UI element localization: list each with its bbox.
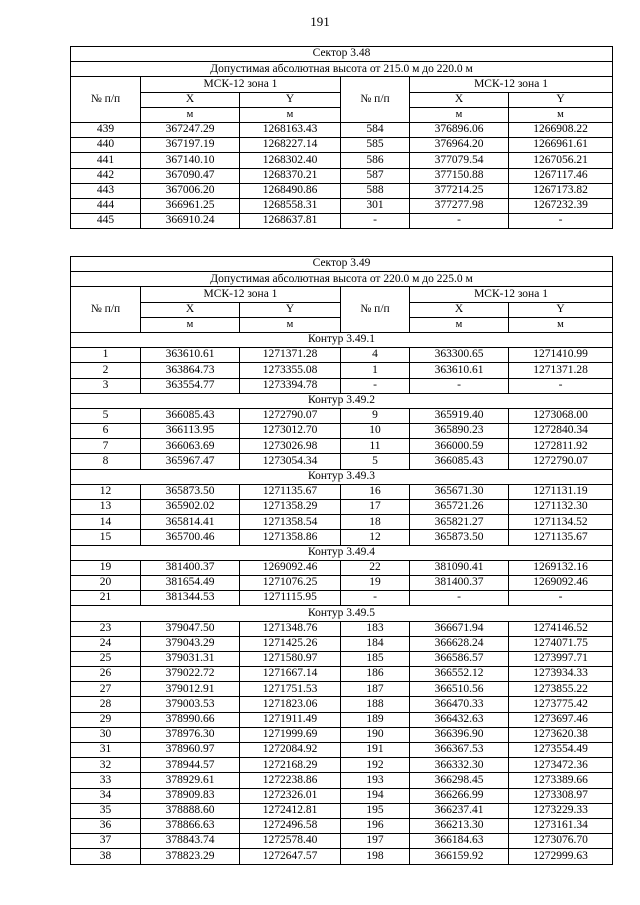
coord-x: 365671.30 <box>410 484 509 499</box>
unit-label: м <box>509 317 613 332</box>
coord-y: - <box>509 214 613 229</box>
point-number: 14 <box>71 515 141 530</box>
point-number: 196 <box>341 818 410 833</box>
coord-x: 367090.47 <box>141 168 240 183</box>
col-header-zone: МСК-12 зона 1 <box>141 77 341 92</box>
point-number: 440 <box>71 138 141 153</box>
coord-y: 1271425.26 <box>240 636 341 651</box>
coord-x: 366510.56 <box>410 682 509 697</box>
point-number: 32 <box>71 758 141 773</box>
point-number: 5 <box>341 454 410 469</box>
unit-label: м <box>410 317 509 332</box>
coord-y: 1273389.66 <box>509 773 613 788</box>
table-row <box>71 122 613 137</box>
table-row <box>71 348 613 363</box>
coord-x: 366961.25 <box>141 198 240 213</box>
sector-table <box>70 46 613 229</box>
coord-y: 1271371.28 <box>509 363 613 378</box>
coord-y: 1272238.86 <box>240 773 341 788</box>
coord-y: - <box>509 591 613 606</box>
point-number: 17 <box>341 500 410 515</box>
point-number: 9 <box>341 408 410 423</box>
coord-x: 379022.72 <box>141 667 240 682</box>
coord-y: 1271823.06 <box>240 697 341 712</box>
col-header-x: X <box>410 302 509 317</box>
table-row <box>71 515 613 530</box>
coord-y: 1271132.30 <box>509 500 613 515</box>
col-header-y: Y <box>240 302 341 317</box>
coord-x: 379043.29 <box>141 636 240 651</box>
point-number: 22 <box>341 560 410 575</box>
coord-x: 378888.60 <box>141 803 240 818</box>
coord-y: 1271135.67 <box>509 530 613 545</box>
point-number: 585 <box>341 138 410 153</box>
coord-y: 1271115.95 <box>240 591 341 606</box>
coord-y: 1268637.81 <box>240 214 341 229</box>
coord-y: 1273554.49 <box>509 743 613 758</box>
coord-y: 1273934.33 <box>509 667 613 682</box>
contour-label: Контур 3.49.5 <box>71 606 613 621</box>
point-number: 38 <box>71 849 141 864</box>
unit-label: м <box>141 107 240 122</box>
coord-y: 1272326.01 <box>240 788 341 803</box>
coord-x: 363300.65 <box>410 348 509 363</box>
col-header-x: X <box>141 92 240 107</box>
coord-y: 1271135.67 <box>240 484 341 499</box>
coord-x: 377150.88 <box>410 168 509 183</box>
coord-x: 365721.26 <box>410 500 509 515</box>
point-number: 183 <box>341 621 410 636</box>
coord-y: 1272578.40 <box>240 834 341 849</box>
coord-x: 378929.61 <box>141 773 240 788</box>
table-row <box>71 454 613 469</box>
coord-y: 1272840.34 <box>509 424 613 439</box>
point-number: 195 <box>341 803 410 818</box>
coord-x: 366432.63 <box>410 712 509 727</box>
coord-y: 1273855.22 <box>509 682 613 697</box>
coord-y: 1273054.34 <box>240 454 341 469</box>
point-number: 23 <box>71 621 141 636</box>
coord-y: 1272168.29 <box>240 758 341 773</box>
point-number: 30 <box>71 727 141 742</box>
point-number: 5 <box>71 408 141 423</box>
point-number: 1 <box>341 363 410 378</box>
table-row <box>71 591 613 606</box>
col-header-y: Y <box>509 92 613 107</box>
table-row <box>71 651 613 666</box>
height-range: Допустимая абсолютная высота от 215.0 м до 220.0 м <box>71 62 613 77</box>
coord-y: - <box>509 378 613 393</box>
coord-y: 1272999.63 <box>509 849 613 864</box>
point-number: 441 <box>71 153 141 168</box>
coord-y: 1273068.00 <box>509 408 613 423</box>
table-row <box>71 214 613 229</box>
table-row <box>71 697 613 712</box>
coord-y: 1267173.82 <box>509 183 613 198</box>
coord-x: 366671.94 <box>410 621 509 636</box>
table-row <box>71 439 613 454</box>
coord-y: 1271348.76 <box>240 621 341 636</box>
coord-y: 1272790.07 <box>509 454 613 469</box>
col-header-np: № п/п <box>341 287 410 333</box>
coord-y: 1271580.97 <box>240 651 341 666</box>
coord-x: 365700.46 <box>141 530 240 545</box>
point-number: 7 <box>71 439 141 454</box>
coord-y: 1271667.14 <box>240 667 341 682</box>
coord-x: 378823.29 <box>141 849 240 864</box>
coord-x: - <box>410 214 509 229</box>
table-row <box>71 560 613 575</box>
coord-x: 367247.29 <box>141 122 240 137</box>
point-number: - <box>341 214 410 229</box>
coord-x: 366628.24 <box>410 636 509 651</box>
point-number: 584 <box>341 122 410 137</box>
coord-y: 1271999.69 <box>240 727 341 742</box>
coord-x: 367197.19 <box>141 138 240 153</box>
coord-y: 1272084.92 <box>240 743 341 758</box>
coord-x: 366085.43 <box>141 408 240 423</box>
table-row <box>71 575 613 590</box>
table-row <box>71 667 613 682</box>
coord-x: 376896.06 <box>410 122 509 137</box>
table-row <box>71 378 613 393</box>
coord-x: 366298.45 <box>410 773 509 788</box>
point-number: 6 <box>71 424 141 439</box>
coord-y: 1271134.52 <box>509 515 613 530</box>
coord-y: 1271358.54 <box>240 515 341 530</box>
coord-y: 1273026.98 <box>240 439 341 454</box>
coord-y: 1271131.19 <box>509 484 613 499</box>
table-row <box>71 408 613 423</box>
coord-y: 1272811.92 <box>509 439 613 454</box>
point-number: 25 <box>71 651 141 666</box>
point-number: 35 <box>71 803 141 818</box>
coord-x: 363864.73 <box>141 363 240 378</box>
contour-label: Контур 3.49.1 <box>71 332 613 347</box>
point-number: 3 <box>71 378 141 393</box>
point-number: 189 <box>341 712 410 727</box>
coord-y: 1273697.46 <box>509 712 613 727</box>
coord-y: 1272412.81 <box>240 803 341 818</box>
coord-y: 1269092.46 <box>509 575 613 590</box>
coord-x: 366266.99 <box>410 788 509 803</box>
coord-x: 363610.61 <box>410 363 509 378</box>
point-number: 24 <box>71 636 141 651</box>
coord-x: 366213.30 <box>410 818 509 833</box>
coord-x: 365902.02 <box>141 500 240 515</box>
point-number: 27 <box>71 682 141 697</box>
col-header-np: № п/п <box>341 77 410 123</box>
coord-y: 1266908.22 <box>509 122 613 137</box>
coord-y: 1267117.46 <box>509 168 613 183</box>
col-header-zone: МСК-12 зона 1 <box>410 77 613 92</box>
table-row <box>71 153 613 168</box>
contour-label: Контур 3.49.2 <box>71 393 613 408</box>
point-number: 26 <box>71 667 141 682</box>
point-number: 15 <box>71 530 141 545</box>
table-row <box>71 743 613 758</box>
coord-y: 1267232.39 <box>509 198 613 213</box>
col-header-np: № п/п <box>71 287 141 333</box>
point-number: 443 <box>71 183 141 198</box>
table-row <box>71 834 613 849</box>
point-number: 8 <box>71 454 141 469</box>
table-row <box>71 712 613 727</box>
point-number: 187 <box>341 682 410 697</box>
coord-x: 366237.41 <box>410 803 509 818</box>
coord-y: 1271358.29 <box>240 500 341 515</box>
point-number: 185 <box>341 651 410 666</box>
coord-y: 1268490.86 <box>240 183 341 198</box>
coord-x: 381654.49 <box>141 575 240 590</box>
coord-x: 363610.61 <box>141 348 240 363</box>
coord-y: 1273620.38 <box>509 727 613 742</box>
coord-y: 1268227.14 <box>240 138 341 153</box>
point-number: - <box>341 591 410 606</box>
table-row <box>71 788 613 803</box>
point-number: 444 <box>71 198 141 213</box>
contour-label: Контур 3.49.4 <box>71 545 613 560</box>
coord-x: 377277.98 <box>410 198 509 213</box>
point-number: 587 <box>341 168 410 183</box>
coord-x: 377214.25 <box>410 183 509 198</box>
coord-x: - <box>410 591 509 606</box>
coord-x: 366000.59 <box>410 439 509 454</box>
point-number: 190 <box>341 727 410 742</box>
point-number: 439 <box>71 122 141 137</box>
point-number: 588 <box>341 183 410 198</box>
point-number: - <box>341 378 410 393</box>
point-number: 21 <box>71 591 141 606</box>
point-number: 36 <box>71 818 141 833</box>
coord-x: 366085.43 <box>410 454 509 469</box>
coord-y: 1272647.57 <box>240 849 341 864</box>
page-number: 191 <box>310 14 330 29</box>
coord-x: 378909.83 <box>141 788 240 803</box>
point-number: 12 <box>341 530 410 545</box>
coord-x: 379047.50 <box>141 621 240 636</box>
point-number: 197 <box>341 834 410 849</box>
point-number: 442 <box>71 168 141 183</box>
coord-y: 1273012.70 <box>240 424 341 439</box>
coord-y: 1269092.46 <box>240 560 341 575</box>
coord-y: 1268163.43 <box>240 122 341 137</box>
point-number: 191 <box>341 743 410 758</box>
col-header-np: № п/п <box>71 77 141 123</box>
coord-x: 379012.91 <box>141 682 240 697</box>
coord-y: 1271911.49 <box>240 712 341 727</box>
coord-x: 366184.63 <box>410 834 509 849</box>
coord-y: 1267056.21 <box>509 153 613 168</box>
point-number: 20 <box>71 575 141 590</box>
unit-label: м <box>509 107 613 122</box>
table-row <box>71 773 613 788</box>
coord-y: 1268370.21 <box>240 168 341 183</box>
coord-x: 366159.92 <box>410 849 509 864</box>
unit-label: м <box>240 107 341 122</box>
col-header-x: X <box>141 302 240 317</box>
coord-x: 363554.77 <box>141 378 240 393</box>
point-number: 10 <box>341 424 410 439</box>
coord-y: 1273308.97 <box>509 788 613 803</box>
point-number: 4 <box>341 348 410 363</box>
point-number: 2 <box>71 363 141 378</box>
col-header-y: Y <box>509 302 613 317</box>
coord-y: 1272496.58 <box>240 818 341 833</box>
coord-y: 1271751.53 <box>240 682 341 697</box>
coord-y: 1274071.75 <box>509 636 613 651</box>
coord-x: 381344.53 <box>141 591 240 606</box>
coord-y: 1268302.40 <box>240 153 341 168</box>
height-range: Допустимая абсолютная высота от 220.0 м до 225.0 м <box>71 272 613 287</box>
coord-x: 376964.20 <box>410 138 509 153</box>
point-number: 37 <box>71 834 141 849</box>
point-number: 16 <box>341 484 410 499</box>
coord-y: 1273076.70 <box>509 834 613 849</box>
coord-x: - <box>410 378 509 393</box>
coord-y: 1273161.34 <box>509 818 613 833</box>
coord-x: 366113.95 <box>141 424 240 439</box>
point-number: 19 <box>341 575 410 590</box>
point-number: 194 <box>341 788 410 803</box>
point-number: 184 <box>341 636 410 651</box>
point-number: 34 <box>71 788 141 803</box>
coord-x: 378960.97 <box>141 743 240 758</box>
contour-label: Контур 3.49.3 <box>71 469 613 484</box>
point-number: 301 <box>341 198 410 213</box>
col-header-x: X <box>410 92 509 107</box>
coord-x: 381090.41 <box>410 560 509 575</box>
coord-x: 367140.10 <box>141 153 240 168</box>
coord-y: 1273775.42 <box>509 697 613 712</box>
coord-x: 366470.33 <box>410 697 509 712</box>
table-row <box>71 621 613 636</box>
table-row <box>71 168 613 183</box>
coord-x: 365890.23 <box>410 424 509 439</box>
coord-y: 1272790.07 <box>240 408 341 423</box>
point-number: 33 <box>71 773 141 788</box>
table-row <box>71 198 613 213</box>
coord-x: 366552.12 <box>410 667 509 682</box>
table-row <box>71 682 613 697</box>
coord-x: 365814.41 <box>141 515 240 530</box>
sector-title: Сектор 3.49 <box>71 257 613 272</box>
point-number: 18 <box>341 515 410 530</box>
table-row <box>71 183 613 198</box>
point-number: 186 <box>341 667 410 682</box>
coord-y: 1273472.36 <box>509 758 613 773</box>
coord-x: 381400.37 <box>410 575 509 590</box>
coord-x: 379031.31 <box>141 651 240 666</box>
coord-x: 378990.66 <box>141 712 240 727</box>
point-number: 29 <box>71 712 141 727</box>
coord-x: 377079.54 <box>410 153 509 168</box>
table-row <box>71 803 613 818</box>
coord-x: 365821.27 <box>410 515 509 530</box>
coord-y: 1266961.61 <box>509 138 613 153</box>
point-number: 193 <box>341 773 410 788</box>
table-row <box>71 363 613 378</box>
coord-y: 1273355.08 <box>240 363 341 378</box>
coord-y: 1273229.33 <box>509 803 613 818</box>
table-row <box>71 818 613 833</box>
point-number: 586 <box>341 153 410 168</box>
table-row <box>71 424 613 439</box>
coord-x: 366910.24 <box>141 214 240 229</box>
point-number: 192 <box>341 758 410 773</box>
coord-x: 365873.50 <box>410 530 509 545</box>
col-header-zone: МСК-12 зона 1 <box>141 287 341 302</box>
coord-y: 1274146.52 <box>509 621 613 636</box>
point-number: 12 <box>71 484 141 499</box>
point-number: 188 <box>341 697 410 712</box>
coord-x: 379003.53 <box>141 697 240 712</box>
table-row <box>71 849 613 864</box>
point-number: 19 <box>71 560 141 575</box>
table-row <box>71 530 613 545</box>
point-number: 198 <box>341 849 410 864</box>
coord-y: 1271371.28 <box>240 348 341 363</box>
unit-label: м <box>410 107 509 122</box>
coord-x: 378866.63 <box>141 818 240 833</box>
table-row <box>71 636 613 651</box>
sector-title: Сектор 3.48 <box>71 47 613 62</box>
coord-x: 378843.74 <box>141 834 240 849</box>
col-header-y: Y <box>240 92 341 107</box>
coord-x: 365919.40 <box>410 408 509 423</box>
table-row <box>71 500 613 515</box>
coord-x: 366586.57 <box>410 651 509 666</box>
point-number: 1 <box>71 348 141 363</box>
coord-y: 1269132.16 <box>509 560 613 575</box>
table-row <box>71 138 613 153</box>
coord-x: 381400.37 <box>141 560 240 575</box>
coord-x: 367006.20 <box>141 183 240 198</box>
coord-y: 1271358.86 <box>240 530 341 545</box>
coord-x: 378976.30 <box>141 727 240 742</box>
coord-x: 366063.69 <box>141 439 240 454</box>
unit-label: м <box>141 317 240 332</box>
point-number: 11 <box>341 439 410 454</box>
point-number: 445 <box>71 214 141 229</box>
table-row <box>71 484 613 499</box>
point-number: 31 <box>71 743 141 758</box>
point-number: 13 <box>71 500 141 515</box>
point-number: 28 <box>71 697 141 712</box>
coord-x: 366332.30 <box>410 758 509 773</box>
coord-y: 1271076.25 <box>240 575 341 590</box>
coord-x: 366396.90 <box>410 727 509 742</box>
coord-y: 1271410.99 <box>509 348 613 363</box>
coord-y: 1273394.78 <box>240 378 341 393</box>
coord-x: 365873.50 <box>141 484 240 499</box>
coord-y: 1268558.31 <box>240 198 341 213</box>
coord-y: 1273997.71 <box>509 651 613 666</box>
unit-label: м <box>240 317 341 332</box>
coord-x: 365967.47 <box>141 454 240 469</box>
table-row <box>71 727 613 742</box>
coord-x: 366367.53 <box>410 743 509 758</box>
coord-x: 378944.57 <box>141 758 240 773</box>
sector-table <box>70 256 613 865</box>
table-row <box>71 758 613 773</box>
col-header-zone: МСК-12 зона 1 <box>410 287 613 302</box>
